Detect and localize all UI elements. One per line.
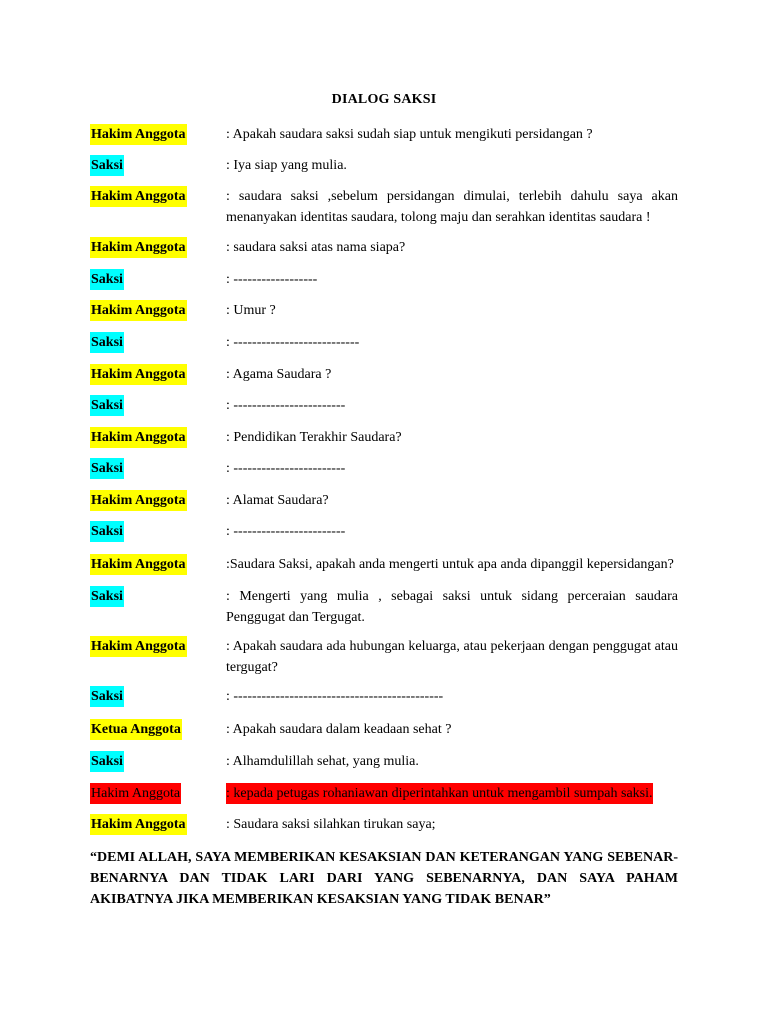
dialog-text: : Pendidikan Terakhir Saudara? xyxy=(226,430,402,445)
speaker-label: Saksi xyxy=(90,395,124,416)
speaker-label: Saksi xyxy=(90,751,124,772)
dialog-text: : Mengerti yang mulia , sebagai saksi untuk sidang perceraian saudara Penggugat dan Tergugat. xyxy=(226,589,678,625)
speaker-label: Saksi xyxy=(90,521,124,542)
speaker-label: Hakim Anggota xyxy=(90,186,187,207)
dialog-text: : Saudara saksi silahkan tirukan saya; xyxy=(226,817,436,832)
dialog-text: : Apakah saudara dalam keadaan sehat ? xyxy=(226,722,452,737)
dialog-text: : kepada petugas rohaniawan diperintahkan untuk mengambil sumpah saksi. xyxy=(226,783,653,804)
speaker-label: Hakim Anggota xyxy=(90,554,187,575)
dialog-text: : ------------------------ xyxy=(226,461,346,476)
speaker-label: Saksi xyxy=(90,458,124,479)
speaker-label: Hakim Anggota xyxy=(90,783,181,804)
speaker-label: Ketua Anggota xyxy=(90,719,182,740)
speaker-label: Hakim Anggota xyxy=(90,237,187,258)
speaker-label: Hakim Anggota xyxy=(90,490,187,511)
dialog-text: : ------------------------ xyxy=(226,524,346,539)
dialog-text: : --------------------------- xyxy=(226,335,360,350)
dialog-text: : Apakah saudara ada hubungan keluarga, atau pekerjaan dengan penggugat atau tergugat? xyxy=(226,639,678,675)
speaker-label: Saksi xyxy=(90,269,124,290)
speaker-label: Saksi xyxy=(90,332,124,353)
oath-text: “DEMI ALLAH, SAYA MEMBERIKAN KESAKSIAN DAN KETERANGAN YANG SEBENAR-BENARNYA DAN TIDAK LARI DARI YANG SEBENARNYA, DAN SAYA PAHAM AKIBATNYA JIKA MEMBERIKAN KESAKSIAN YANG TIDAK BENAR” xyxy=(90,850,678,907)
dialog-text: : Agama Saudara ? xyxy=(226,367,332,382)
dialog-text: : Umur ? xyxy=(226,303,276,318)
speaker-label: Hakim Anggota xyxy=(90,124,187,145)
dialog-text: : Alhamdulillah sehat, yang mulia. xyxy=(226,754,419,769)
dialog-text: : Iya siap yang mulia. xyxy=(226,158,347,173)
speaker-label: Hakim Anggota xyxy=(90,300,187,321)
dialog-text: : ------------------ xyxy=(226,272,318,287)
speaker-label: Saksi xyxy=(90,686,124,707)
speaker-label: Hakim Anggota xyxy=(90,636,187,657)
dialog-text: : Apakah saudara saksi sudah siap untuk mengikuti persidangan ? xyxy=(226,127,593,142)
speaker-label: Saksi xyxy=(90,155,124,176)
speaker-label: Hakim Anggota xyxy=(90,427,187,448)
dialog-text: : saudara saksi ,sebelum persidangan dimulai, terlebih dahulu saya akan menanyakan identitas saudara, tolong maju dan serahkan identitas saudara ! xyxy=(226,189,678,225)
dialog-text: :Saudara Saksi, apakah anda mengerti untuk apa anda dipanggil kepersidangan? xyxy=(226,557,674,572)
dialog-text: : Alamat Saudara? xyxy=(226,493,329,508)
speaker-label: Saksi xyxy=(90,586,124,607)
dialog-text: : ------------------------ xyxy=(226,398,346,413)
document-title: DIALOG SAKSI xyxy=(331,92,437,107)
dialog-text: : saudara saksi atas nama siapa? xyxy=(226,240,406,255)
dialog-text: : --------------------------------------------- xyxy=(226,689,444,704)
speaker-label: Hakim Anggota xyxy=(90,814,187,835)
speaker-label: Hakim Anggota xyxy=(90,364,187,385)
